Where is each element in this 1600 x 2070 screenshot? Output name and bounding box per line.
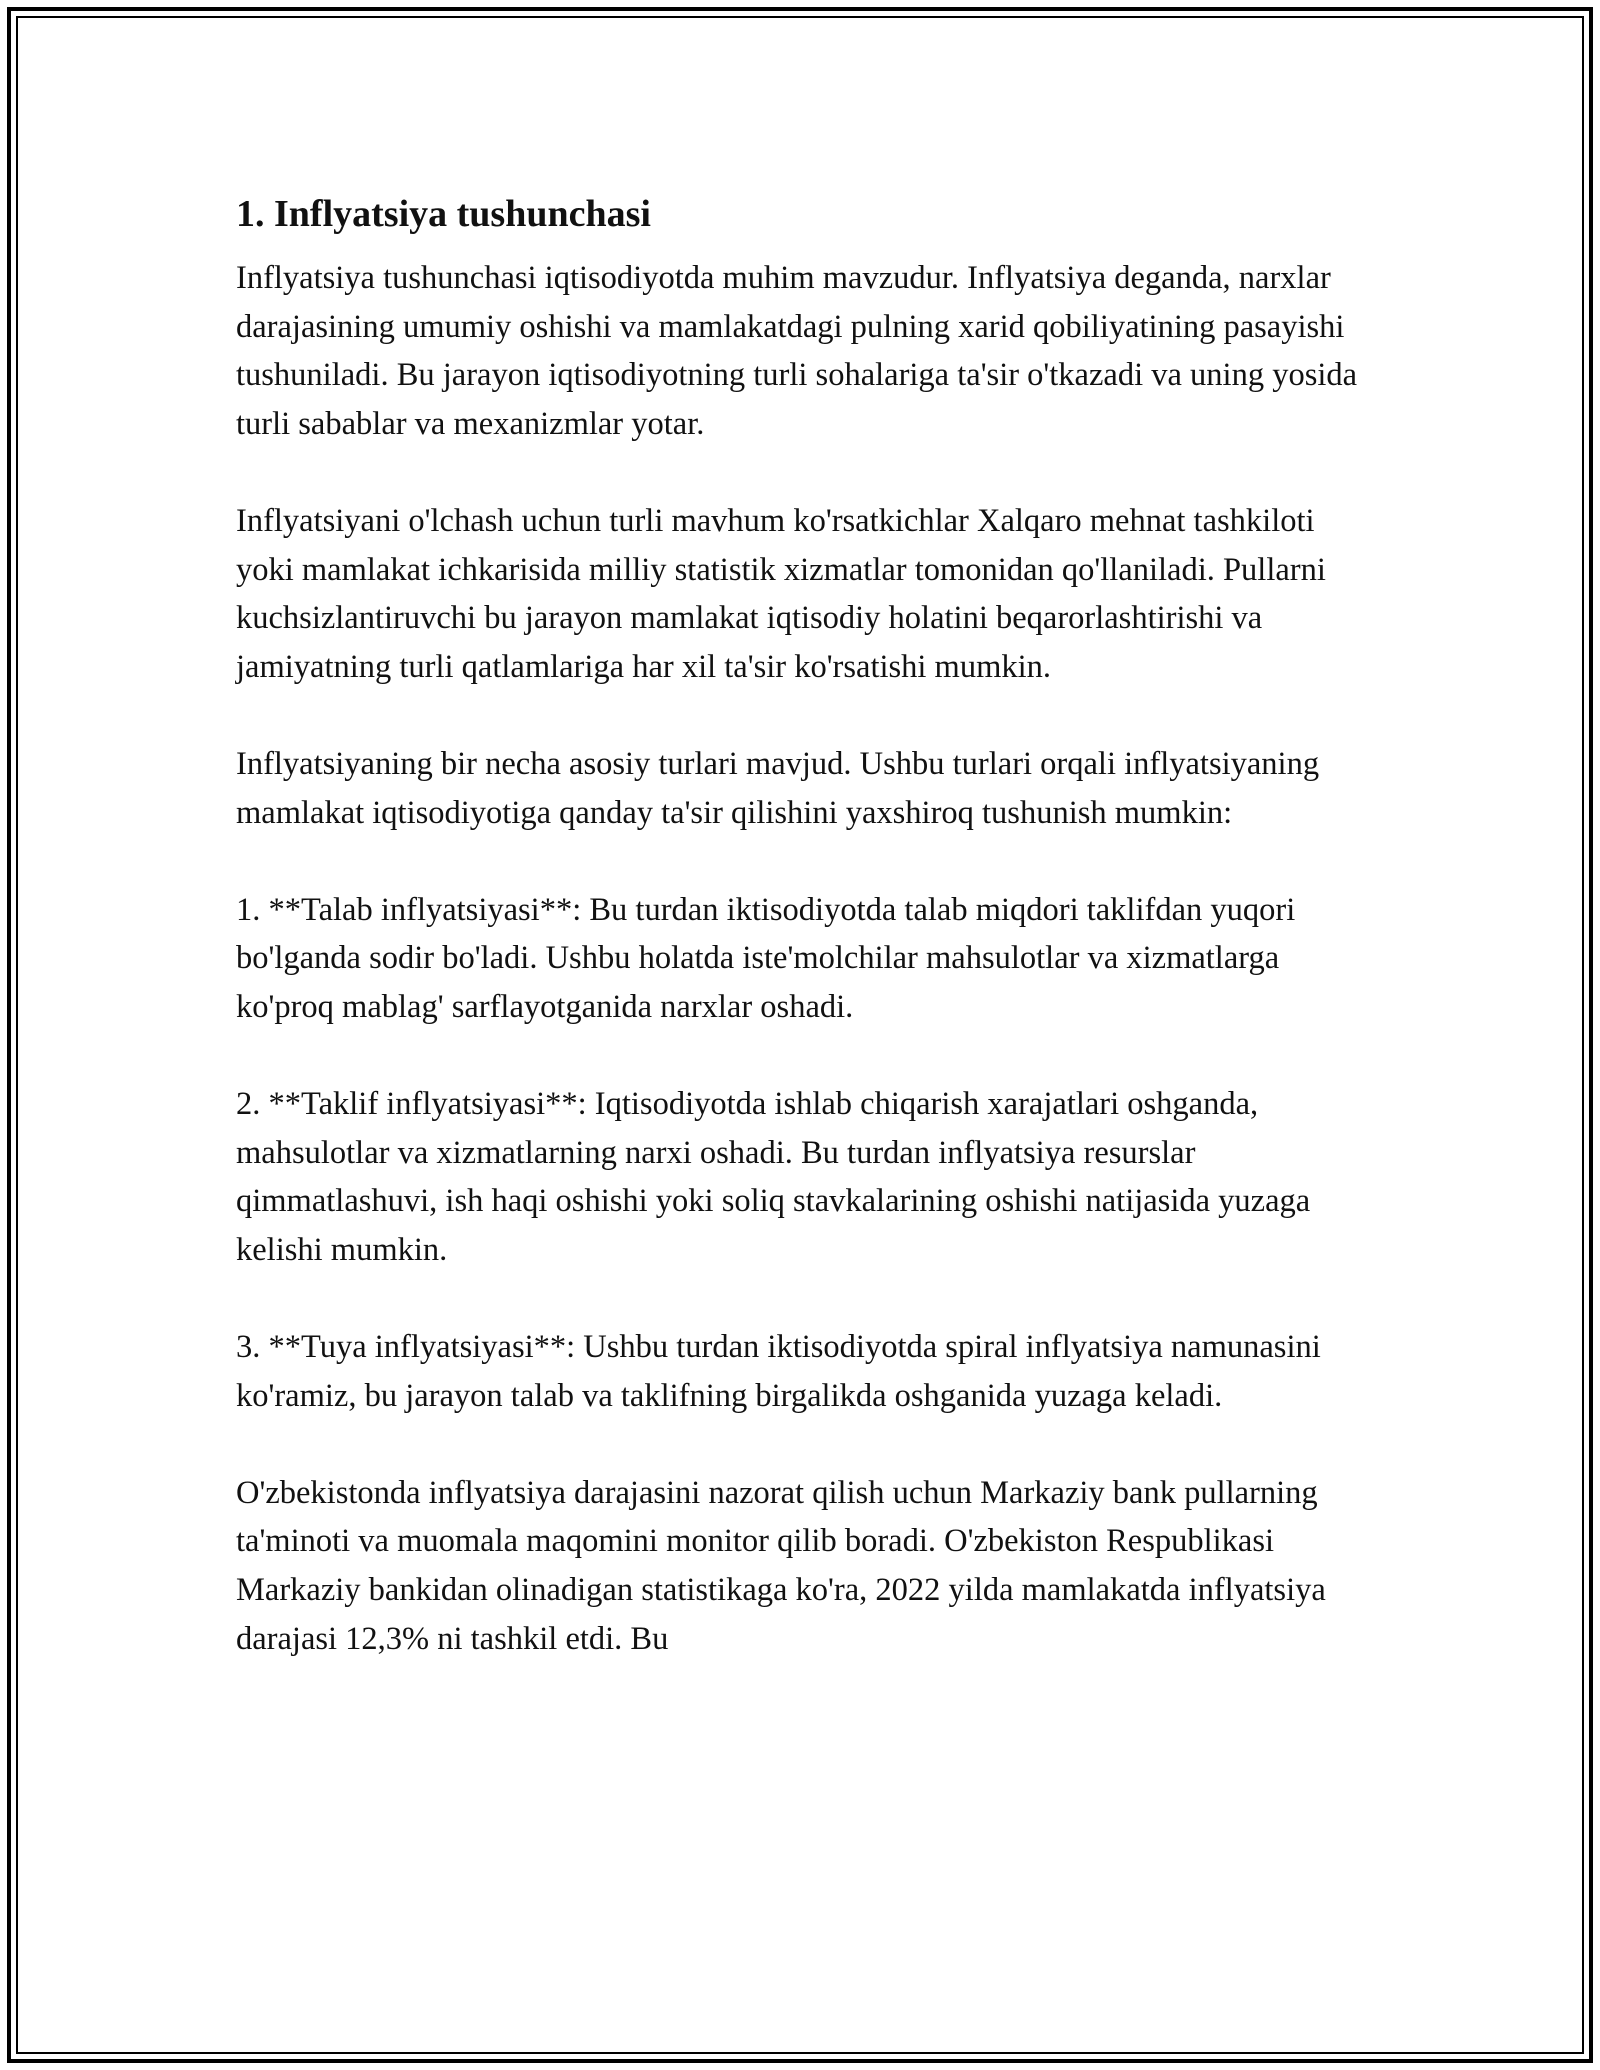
paragraph-uzbekistan: O'zbekistonda inflyatsiya darajasini nazorat qilish uchun Markaziy bank pullarning ta'minoti va muomala maqomini monitor qilib boradi. O'zbekiston Respublikasi Markaziy bankidan olinadigan statistikaga ko'ra, 2022 yilda mamlakatda inflyatsiya darajasi 12,3% ni tashkil etdi. Bu: [236, 1474, 1326, 1657]
paragraph-types-intro: Inflyatsiyaning bir necha asosiy turlari mavjud. Ushbu turlari orqali inflyatsiyaning mamlakat iqtisodiyotiga qanday ta'sir qilishini yaxshiroq tushunish mumkin:: [236, 745, 1320, 831]
paragraph-measurement: Inflyatsiyani o'lchash uchun turli mavhum ko'rsatkichlar Xalqaro mehnat tashkiloti yoki mamlakat ichkarisida milliy statistik xizmatlar tomonidan qo'llaniladi. Pullarni kuchsizlantiruvchi bu jarayon mamlakat iqtisodiy holatini beqarorlashtirishi va jamiyatning turli qatlamlariga har xil ta'sir ko'rsatishi mumkin.: [236, 502, 1326, 685]
list-item-spiral-inflation: 3. **Tuya inflyatsiyasi**: Ushbu turdan iktisodiyotda spiral inflyatsiya namunasini ko'ramiz, bu jarayon talab va taklifning birgalikda oshganida yuzaga keladi.: [236, 1329, 1321, 1414]
document-body: [236, 186, 1376, 1712]
paragraph-definition: Inflyatsiya tushunchasi iqtisodiyotda muhim mavzudur. Inflyatsiya deganda, narxlar darajasining umumiy oshishi va mamlakatdagi pulning xarid qobiliyatining pasayishi tushuniladi. Bu jarayon iqtisodiyotning turli sohalariga ta'sir o'tkazadi va uning yosida turli sabablar va mexanizmlar yotar.: [236, 260, 1358, 442]
list-item-supply-inflation: 2. **Taklif inflyatsiyasi**: Iqtisodiyotda ishlab chiqarish xarajatlari oshganda, mahsulotlar va xizmatlarning narxi oshadi. Bu turdan inflyatsiya resurslar qimmatlashuvi, ish haqi oshishi yoki soliq stavkalarining oshishi natijasida yuzaga kelishi mumkin.: [236, 1086, 1311, 1268]
section-heading: 1. Inflyatsiya tushunchasi: [236, 193, 651, 235]
list-item-demand-inflation: 1. **Talab inflyatsiyasi**: Bu turdan iktisodiyotda talab miqdori taklifdan yuqori bo'lganda sodir bo'ladi. Ushbu holatda iste'molchilar mahsulotlar va xizmatlarga ko'proq mablag' sarflayotganida narxlar oshadi.: [236, 891, 1296, 1025]
